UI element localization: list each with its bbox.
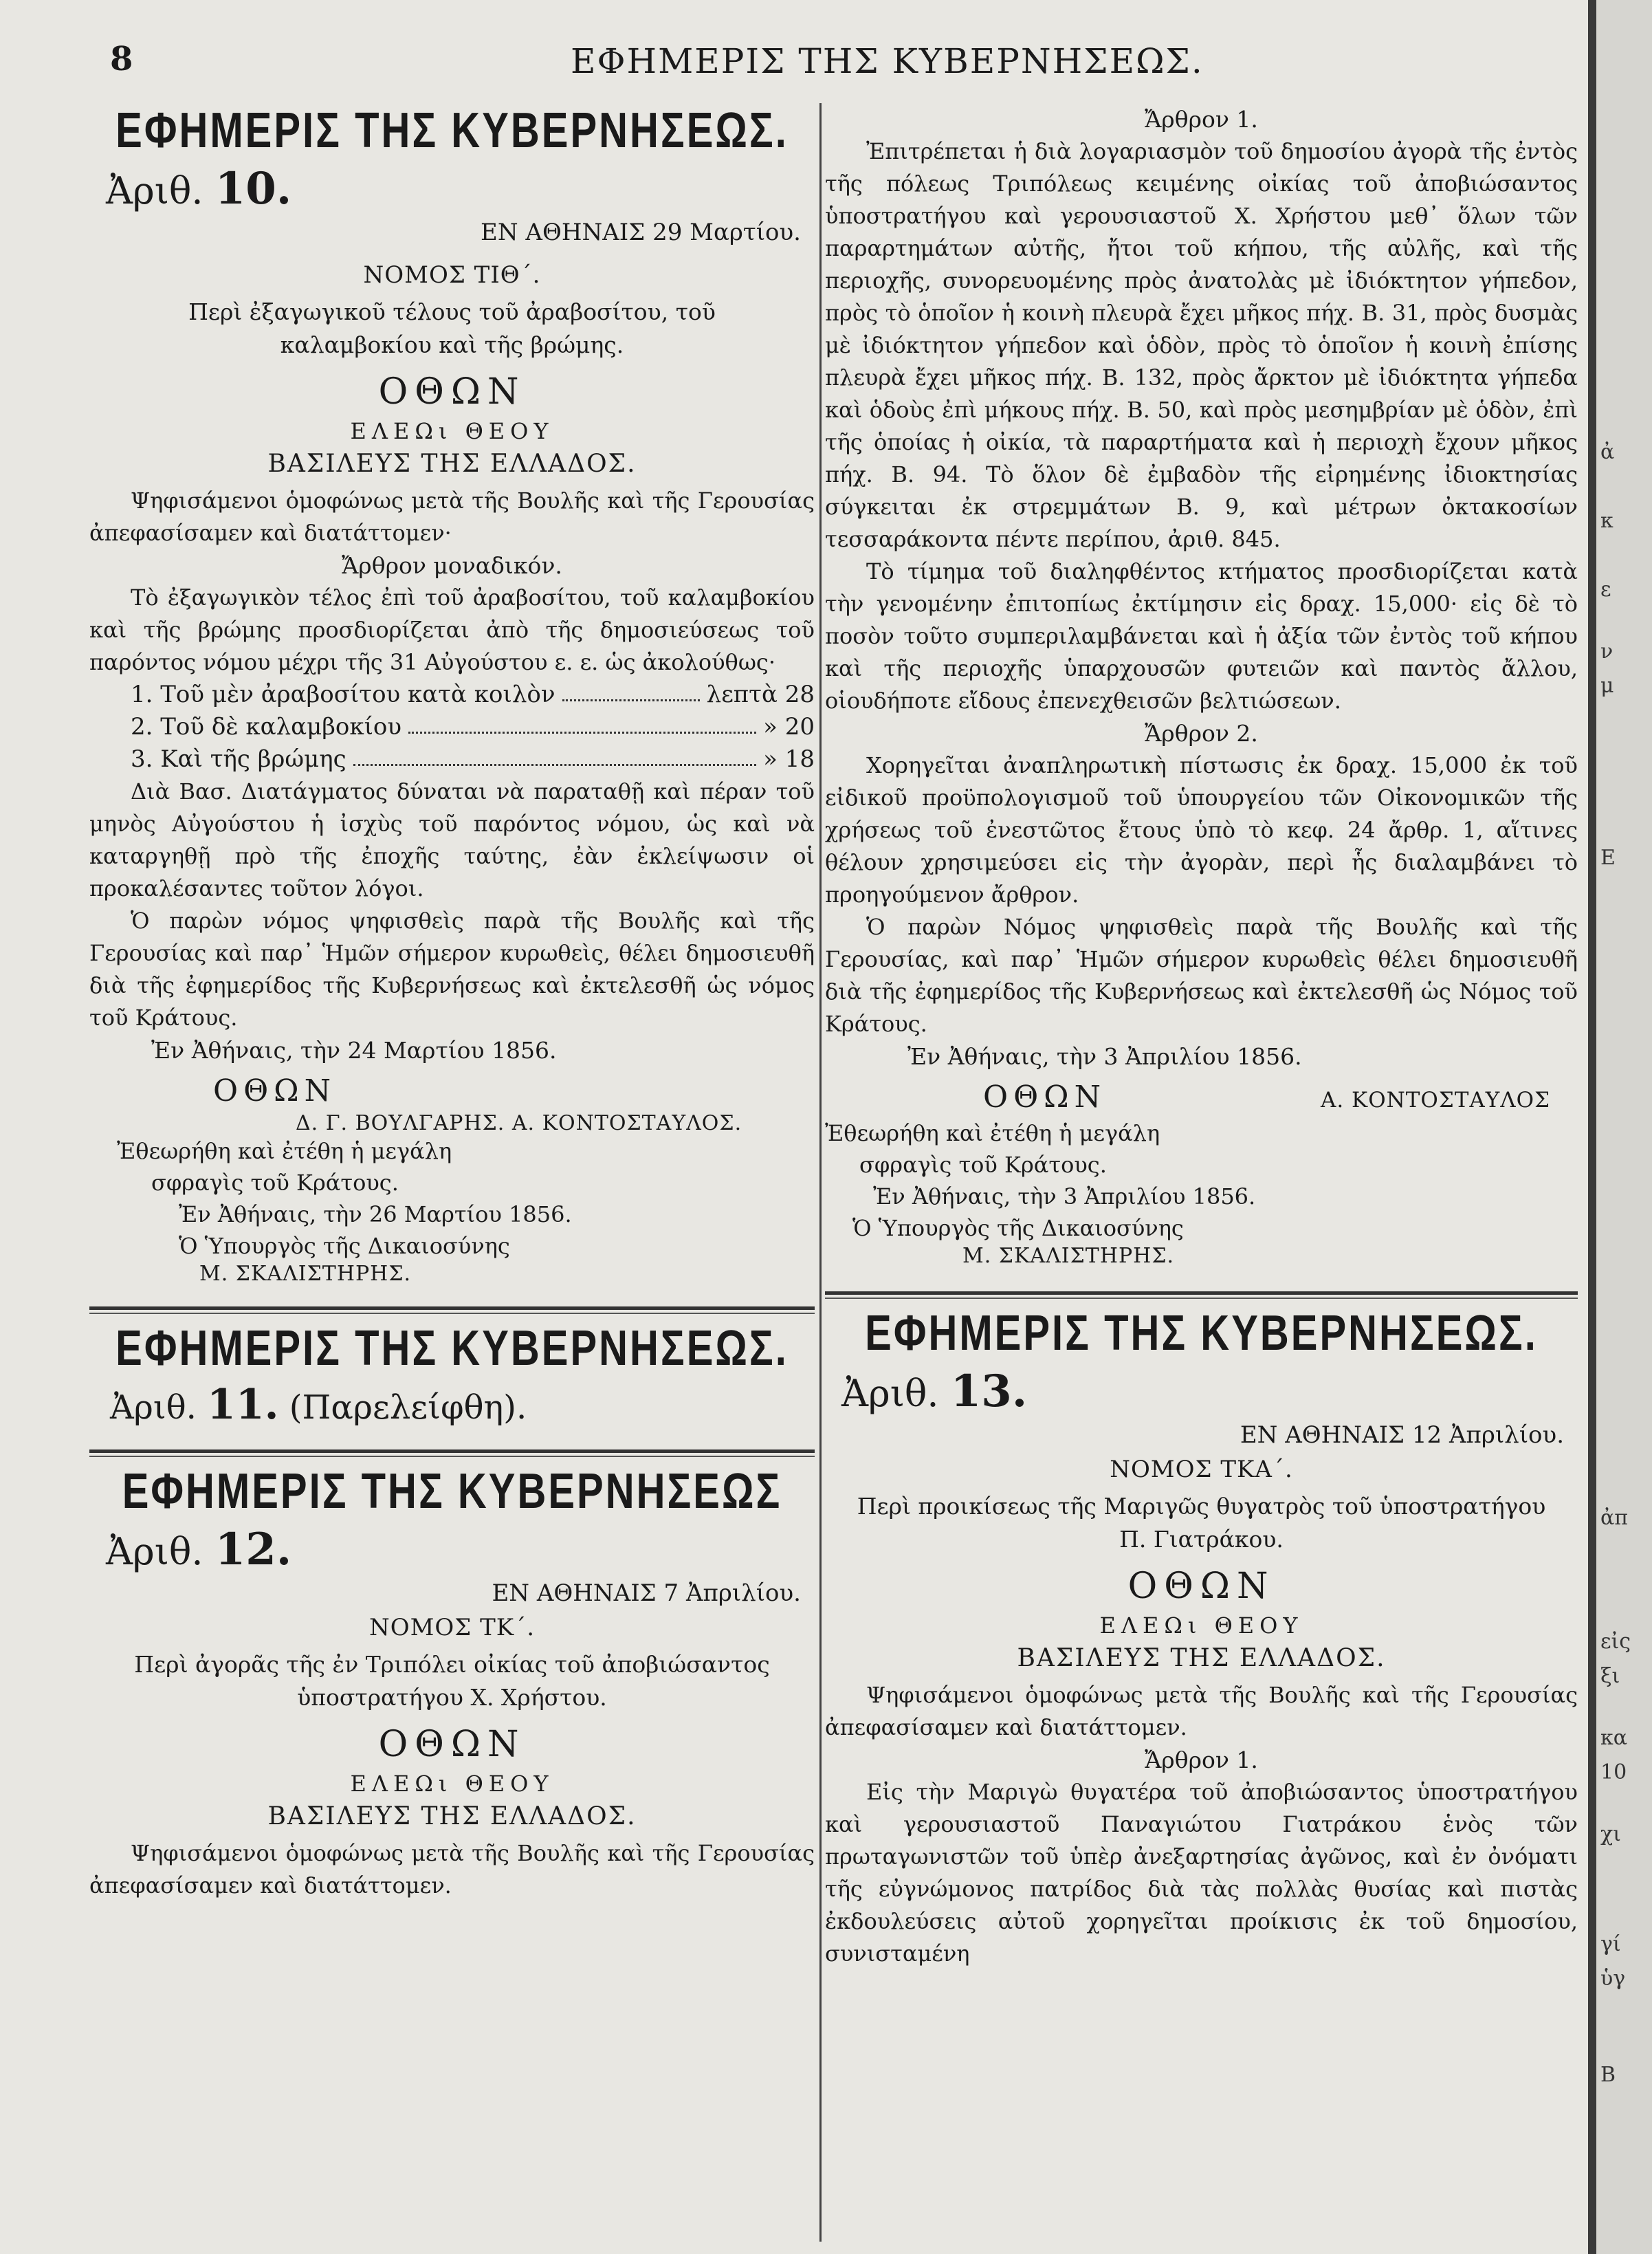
- law-subject: Περὶ ἐξαγωγικοῦ τέλους τοῦ ἀραβοσίτου, τοῦ καλαμβοκίου καὶ τῆς βρώμης.: [188, 298, 716, 358]
- minister-title: Ὁ Ὑπουργὸς τῆς Δικαιοσύνης: [179, 1233, 510, 1259]
- next-page-fragment: Ε: [1600, 846, 1616, 870]
- right-column: [825, 103, 1578, 1970]
- king-name: ΟΘΩΝ: [378, 371, 526, 413]
- gazette-title: ΕΦΗΜΕΡΙΣ ΤΗΣ ΚΥΒΕΡΝΗΣΕΩΣ.: [115, 1320, 789, 1377]
- king-name: ΟΘΩΝ: [378, 1724, 526, 1765]
- king-title: ΒΑΣΙΛΕΥΣ ΤΗΣ ΕΛΛΑΔΟΣ.: [267, 450, 637, 478]
- king-name: ΟΘΩΝ: [1127, 1566, 1275, 1607]
- issue-number-value: 13.: [950, 1366, 1028, 1417]
- issue-12-continued: [825, 106, 1578, 1268]
- issue-number-prefix: Ἀριθ.: [106, 1530, 203, 1573]
- leader-dots: [353, 743, 756, 766]
- next-page-fragment: χι: [1600, 1822, 1621, 1846]
- issue-number-prefix: Ἀριθ.: [106, 169, 203, 212]
- by-grace-of-god: ΕΛΕΩι ΘΕΟΥ: [350, 418, 554, 444]
- next-page-fragment: μ: [1600, 674, 1614, 698]
- signed-place-date: Ἐν Ἀθήναις, τὴν 3 Ἀπριλίου 1856.: [907, 1043, 1302, 1070]
- running-title: ΕΦΗΜΕΡΙΣ ΤΗΣ ΚΥΒΕΡΝΗΣΕΩΣ.: [571, 41, 1204, 81]
- leader-dots: [408, 711, 756, 734]
- item-value: » 18: [763, 745, 815, 773]
- next-page-fragment: κα: [1600, 1726, 1628, 1750]
- issue-12: [89, 1463, 815, 1902]
- signature-king: ΟΘΩΝ: [983, 1080, 1107, 1115]
- next-page-fragment: εἰς: [1600, 1630, 1631, 1654]
- issue-number-prefix: Ἀριθ.: [841, 1372, 939, 1415]
- item-label: 1. Τοῦ μὲν ἀραβοσίτου κατὰ κοιλὸν: [131, 681, 555, 708]
- issue-number: [841, 1366, 1578, 1417]
- next-page-fragment: γί: [1600, 1932, 1621, 1956]
- issue-number-value: 12.: [214, 1524, 292, 1575]
- law-subject: Περὶ προικίσεως τῆς Μαριγῶς θυγατρὸς τοῦ ὑποστρατήγου Π. Γιατράκου.: [857, 1493, 1546, 1553]
- issue-number: [106, 1524, 815, 1575]
- gazette-title: ΕΦΗΜΕΡΙΣ ΤΗΣ ΚΥΒΕΡΝΗΣΕΩΣ.: [865, 1304, 1538, 1361]
- seal-date: Ἐν Ἀθήναις, τὴν 3 Ἀπριλίου 1856.: [873, 1183, 1256, 1210]
- next-page-fragment: ξι: [1600, 1664, 1620, 1688]
- seal-note: σφραγὶς τοῦ Κράτους.: [151, 1170, 399, 1196]
- gazette-title: ΕΦΗΜΕΡΙΣ ΤΗΣ ΚΥΒΕΡΝΗΣΕΩΣ: [122, 1463, 782, 1520]
- list-item: [131, 711, 815, 743]
- next-page-fragment: ε: [1600, 578, 1611, 602]
- seal-note: Ἐθεωρήθη καὶ ἐτέθη ἡ μεγάλη: [825, 1120, 1160, 1146]
- issue-number-prefix: Ἀριθ.: [110, 1388, 197, 1427]
- seal-note: Ἐθεωρήθη καὶ ἐτέθη ἡ μεγάλη: [117, 1138, 452, 1164]
- page-header: [103, 40, 1561, 81]
- issue-number: [110, 1381, 815, 1429]
- signature-king: ΟΘΩΝ: [213, 1073, 337, 1108]
- section-rule: [89, 1456, 815, 1457]
- next-page-fragment: Β: [1600, 2063, 1616, 2087]
- item-value: λεπτὰ 28: [706, 681, 815, 708]
- issue-number-value: 11.: [207, 1381, 279, 1429]
- article-heading: Ἄρθρον 2.: [1145, 720, 1258, 747]
- by-grace-of-god: ΕΛΕΩι ΘΕΟΥ: [350, 1771, 554, 1797]
- article-body: Ἐπιτρέπεται ἡ διὰ λογαριασμὸν τοῦ δημοσίου ἀγορὰ τῆς ἐντὸς τῆς πόλεως Τριπόλεως κειμένης οἰκίας τοῦ ἀποβιώσαντος ὑποστρατήγου καὶ γερουσιαστοῦ Χ. Χρήστου μεθ᾿ ὅλων τῶν παραρτημάτων αὐτῆς, ἤτοι τοῦ κήπου, τῆς αὐλῆς, καὶ τῆς περιοχῆς, συνορευομένης πρὸς ἀνατολὰς μὲ ἰδιόκτητον γήπεδον, πρὸς τὸ ὁποῖον ἡ κοινὴ πλευρὰ ἔχει μῆκος πήχ. Β. 31, πρὸς δυσμὰς μὲ ἰδιόκτητον γήπεδον καὶ ὁδὸν, πρὸς τὸ ὁποῖον ἡ κοινὴ ἐπίσης πλευρὰ ἔχει μῆκος πήχ. Β. 132, πρὸς ἄρκτον μὲ ἰδιόκτητα γήπεδα καὶ ὁδοὺς ἐπὶ μήκους πήχ. Β. 50, καὶ πρὸς μεσημβρίαν μὲ ὁδὸν, ἐπὶ τῆς ὁποίας ἡ οἰκία, τὰ παραρτήματα καὶ ἡ περιοχὴ ἔχουν μῆκος πήχ. Β. 94. Τὸ ὅλον δὲ ἐμβαδὸν τῆς εἰρημένης ἰδιοκτησίας σύγκειται ἐκ στρεμμάτων Β. 9, καὶ μέτρων ὀκτακοσίων τεσσαράκοντα πέντε περίπου, ἀριθ. 845.: [825, 138, 1578, 552]
- page-number: 8: [110, 40, 133, 78]
- section-rule: [89, 1313, 815, 1314]
- left-column: [89, 96, 815, 1902]
- article-body: Ὁ παρὼν νόμος ψηφισθεὶς παρὰ τῆς Βουλῆς καὶ τῆς Γερουσίας καὶ παρ᾿ Ἡμῶν σήμερον κυρωθεὶς, θέλει δημοσιευθῆ διὰ τῆς ἐφημερίδος τῆς Κυβερνήσεως καὶ ἐκτελεσθῆ ὡς νόμος τοῦ Κράτους.: [89, 908, 815, 1031]
- article-body: Χορηγεῖται ἀναπληρωτικὴ πίστωσις ἐκ δραχ. 15,000 ἐκ τοῦ εἰδικοῦ προϋπολογισμοῦ τοῦ ὑπουργείου τῶν Οἰκονομικῶν τῆς χρήσεως τοῦ ἐνεστῶτος ἔτους ὑπὸ τὸ κεφ. 24 ἄρθρ. 1, αἵτινες θέλουν χρησιμεύσει εἰς τὴν ἀγορὰν, περὶ ἧς διαλαμβάνει τὸ προηγούμενον ἄρθρον.: [825, 752, 1578, 908]
- article-heading: Ἄρθρον 1.: [1145, 1747, 1258, 1773]
- article-body: Διὰ Βασ. Διατάγματος δύναται νὰ παραταθῇ καὶ πέραν τοῦ μηνὸς Αὐγούστου ἡ ἰσχὺς τοῦ παρόντος νόμου, ὡς καὶ νὰ καταργηθῇ πρὸ τῆς ἐποχῆς ταύτης, ἐὰν ἐκλείψωσιν οἱ προκαλέσαντες τοῦτον λόγοι.: [89, 778, 815, 901]
- seal-date: Ἐν Ἀθήναις, τὴν 26 Μαρτίου 1856.: [179, 1201, 572, 1227]
- issue-11: [89, 1320, 815, 1429]
- issue-13: [825, 1304, 1578, 1970]
- minister-name: Μ. ΣΚΑΛΙΣΤΗΡΗΣ.: [962, 1244, 1175, 1268]
- preamble: Ψηφισάμενοι ὁμοφώνως μετὰ τῆς Βουλῆς καὶ τῆς Γερουσίας ἀπεφασίσαμεν καὶ διατάττομεν.: [89, 1840, 815, 1899]
- article-heading: Ἄρθρον μοναδικόν.: [342, 552, 562, 579]
- king-title: ΒΑΣΙΛΕΥΣ ΤΗΣ ΕΛΛΑΔΟΣ.: [1017, 1644, 1386, 1672]
- article-body: Τὸ ἐξαγωγικὸν τέλος ἐπὶ τοῦ ἀραβοσίτου, τοῦ καλαμβοκίου καὶ τῆς βρώμης προσδιορίζεται ἀπὸ τῆς δημοσιεύσεως τοῦ παρόντος νόμου μέχρι τῆς 31 Αὐγούστου ε. ε. ὡς ἀκολούθως·: [89, 584, 815, 675]
- item-value: » 20: [763, 713, 815, 741]
- next-page-fragment: κ: [1600, 509, 1614, 533]
- next-page-fragment: 10: [1600, 1760, 1627, 1784]
- law-title: ΝΟΜΟΣ ΤΙΘ΄.: [363, 261, 541, 289]
- issue-date: ΕΝ ΑΘΗΝΑΙΣ 12 Ἀπριλίου.: [1240, 1421, 1564, 1449]
- item-label: 2. Τοῦ δὲ καλαμβοκίου: [131, 713, 402, 741]
- issue-date: ΕΝ ΑΘΗΝΑΙΣ 29 Μαρτίου.: [481, 219, 801, 246]
- seal-note: σφραγὶς τοῦ Κράτους.: [859, 1152, 1107, 1178]
- issue-date: ΕΝ ΑΘΗΝΑΙΣ 7 Ἀπριλίου.: [492, 1579, 801, 1607]
- signature-ministers: Δ. Γ. ΒΟΥΛΓΑΡΗΣ. Α. ΚΟΝΤΟΣΤΑΥΛΟΣ.: [296, 1111, 742, 1135]
- article-body: Ὁ παρὼν Νόμος ψηφισθεὶς παρὰ τῆς Βουλῆς καὶ τῆς Γερουσίας, καὶ παρ᾿ Ἡμῶν σήμερον κυρωθεὶς θέλει δημοσιευθῆ διὰ τῆς ἐφημερίδος τῆς Κυβερνήσεως καὶ ἐκτελεσθῆ ὡς Νόμος τοῦ Κράτους.: [825, 914, 1578, 1037]
- section-rule: [825, 1291, 1578, 1295]
- list-item: [131, 679, 815, 711]
- by-grace-of-god: ΕΛΕΩι ΘΕΟΥ: [1099, 1612, 1303, 1639]
- law-subject: Περὶ ἀγορᾶς τῆς ἐν Τριπόλει οἰκίας τοῦ ἀποβιώσαντος ὑποστρατήγου Χ. Χρήστου.: [134, 1651, 770, 1711]
- leader-dots: [562, 679, 700, 701]
- next-page-fragment: ἀ: [1600, 440, 1615, 464]
- minister-name: Μ. ΣΚΑΛΙΣΤΗΡΗΣ.: [199, 1262, 412, 1286]
- gazette-title: ΕΦΗΜΕΡΙΣ ΤΗΣ ΚΥΒΕΡΝΗΣΕΩΣ.: [115, 102, 789, 159]
- article-heading: Ἄρθρον 1.: [1145, 106, 1258, 133]
- king-title: ΒΑΣΙΛΕΥΣ ΤΗΣ ΕΛΛΑΔΟΣ.: [267, 1802, 637, 1830]
- section-rule: [825, 1298, 1578, 1299]
- list-item: [131, 743, 815, 776]
- issue-number-value: 10.: [214, 163, 292, 215]
- signature-minister: Α. ΚΟΝΤΟΣΤΑΥΛΟΣ: [1320, 1088, 1550, 1113]
- signature-row: [825, 1073, 1578, 1117]
- adjacent-page-edge: [1596, 0, 1652, 2254]
- column-divider: [819, 103, 822, 2242]
- law-title: ΝΟΜΟΣ ΤΚΑ΄.: [1110, 1456, 1293, 1483]
- article-body: Εἰς τὴν Μαριγὼ θυγατέρα τοῦ ἀποβιώσαντος ὑποστρατήγου καὶ γερουσιαστοῦ Παναγιώτου Γιατράκου ἑνὸς τῶν πρωταγωνιστῶν τοῦ ὑπὲρ ἀνεξαρτησίας ἀγῶνος, καὶ ἐν ὀνόματι τῆς εὐγνώμονος πατρίδος διὰ τὰς πολλὰς θυσίας καὶ πιστὰς ἐκδουλεύσεις αὐτοῦ χορηγεῖται προίκισις ἐκ τοῦ δημοσίου, συνισταμένη: [825, 1779, 1578, 1967]
- minister-title: Ὁ Ὑπουργὸς τῆς Δικαιοσύνης: [852, 1215, 1184, 1241]
- section-rule: [89, 1306, 815, 1310]
- signed-place-date: Ἐν Ἀθήναις, τὴν 24 Μαρτίου 1856.: [151, 1037, 557, 1064]
- next-page-fragment: ν: [1600, 639, 1614, 664]
- preamble: Ψηφισάμενοι ὁμοφώνως μετὰ τῆς Βουλῆς καὶ τῆς Γερουσίας ἀπεφασίσαμεν καὶ διατάττομεν.: [825, 1682, 1578, 1740]
- issue-10: [89, 102, 815, 1286]
- next-page-fragment: ἀπ: [1600, 1506, 1628, 1530]
- article-body: Τὸ τίμημα τοῦ διαληφθέντος κτήματος προσδιορίζεται κατὰ τὴν γενομένην ἐπιτοπίως ἐκτίμησιν εἰς δραχ. 15,000· εἰς δὲ τὸ ποσὸν τοῦτο συμπεριλαμβάνεται καὶ ἡ ἀξία τῶν ἐντὸς τοῦ κήπου καὶ τῆς περιοχῆς ὑπαρχουσῶν φυτειῶν καὶ παντὸς ἄλλου, οἱουδήποτε εἴδους ἐπενεχθεισῶν βελτιώσεων.: [825, 558, 1578, 714]
- law-title: ΝΟΜΟΣ ΤΚ΄.: [368, 1614, 536, 1641]
- page-fold-shadow: [1588, 0, 1596, 2254]
- next-page-fragment: ὑγ: [1600, 1967, 1626, 1991]
- issue-number: [106, 163, 815, 215]
- section-rule: [89, 1449, 815, 1453]
- preamble: Ψηφισάμενοι ὁμοφώνως μετὰ τῆς Βουλῆς καὶ τῆς Γερουσίας ἀπεφασίσαμεν καὶ διατάττομεν·: [89, 488, 815, 546]
- item-label: 3. Καὶ τῆς βρώμης: [131, 745, 346, 773]
- omitted-note: (Παρελείφθη).: [289, 1388, 527, 1427]
